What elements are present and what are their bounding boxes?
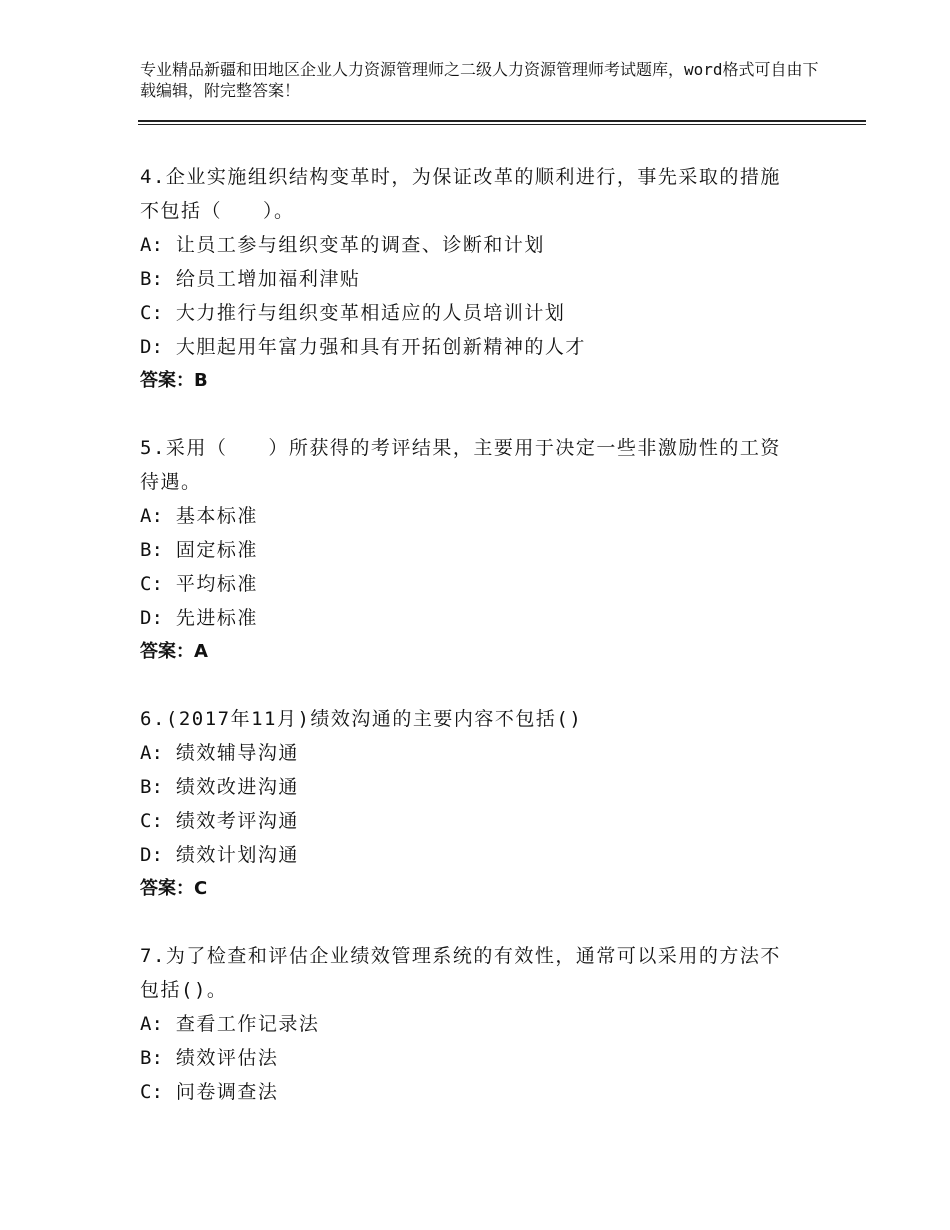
option-label: A: xyxy=(140,234,163,256)
option-text: 绩效考评沟通 xyxy=(175,810,299,832)
option-label: C: xyxy=(140,302,163,324)
question-stem: 4.企业实施组织结构变革时，为保证改革的顺利进行，事先采取的措施不包括（ ）。 xyxy=(140,166,781,222)
option-text: 基本标准 xyxy=(175,505,258,527)
option-label: C: xyxy=(140,1081,163,1103)
question-stem: 5.采用（ ）所获得的考评结果，主要用于决定一些非激励性的工资待遇。 xyxy=(140,437,781,493)
question-stem: 7.为了检查和评估企业绩效管理系统的有效性，通常可以采用的方法不包括()。 xyxy=(140,945,781,1001)
answer-line: 答案：A xyxy=(140,641,208,662)
option-text: 大力推行与组织变革相适应的人员培训计划 xyxy=(175,302,566,324)
option-d xyxy=(140,601,800,635)
option-d xyxy=(140,838,800,872)
option-d xyxy=(140,330,800,364)
option-label: B: xyxy=(140,1047,163,1069)
question-4 xyxy=(140,160,800,398)
question-7 xyxy=(140,939,800,1109)
option-label: D: xyxy=(140,607,163,629)
option-text: 平均标准 xyxy=(175,573,258,595)
question-6 xyxy=(140,702,800,906)
option-b xyxy=(140,1041,800,1075)
option-text: 问卷调查法 xyxy=(175,1081,279,1103)
option-a xyxy=(140,499,800,533)
option-label: D: xyxy=(140,336,163,358)
header-rule-thin xyxy=(138,124,866,125)
option-c xyxy=(140,296,800,330)
option-c xyxy=(140,804,800,838)
option-b xyxy=(140,770,800,804)
option-label: B: xyxy=(140,776,163,798)
option-a xyxy=(140,228,800,262)
option-text: 给员工增加福利津贴 xyxy=(175,268,361,290)
question-list xyxy=(140,160,800,1142)
option-text: 绩效评估法 xyxy=(175,1047,279,1069)
option-text: 先进标准 xyxy=(175,607,258,629)
option-label: A: xyxy=(140,505,163,527)
option-text: 固定标准 xyxy=(175,539,258,561)
header-rule-thick xyxy=(138,120,866,122)
option-text: 大胆起用年富力强和具有开拓创新精神的人才 xyxy=(175,336,586,358)
option-label: A: xyxy=(140,742,163,764)
option-text: 绩效改进沟通 xyxy=(175,776,299,798)
option-b xyxy=(140,262,800,296)
option-label: B: xyxy=(140,268,163,290)
option-a xyxy=(140,1007,800,1041)
option-c xyxy=(140,1075,800,1109)
option-label: C: xyxy=(140,573,163,595)
answer-line: 答案：B xyxy=(140,370,208,391)
option-c xyxy=(140,567,800,601)
option-text: 绩效计划沟通 xyxy=(175,844,299,866)
document-header: 专业精品新疆和田地区企业人力资源管理师之二级人力资源管理师考试题库，word格式可自由下载编辑，附完整答案！ xyxy=(140,60,819,100)
option-b xyxy=(140,533,800,567)
question-5 xyxy=(140,431,800,669)
option-label: A: xyxy=(140,1013,163,1035)
option-text: 让员工参与组织变革的调查、诊断和计划 xyxy=(175,234,545,256)
option-label: D: xyxy=(140,844,163,866)
option-text: 查看工作记录法 xyxy=(175,1013,320,1035)
question-stem: 6.(2017年11月)绩效沟通的主要内容不包括() xyxy=(140,708,583,730)
option-a xyxy=(140,736,800,770)
option-label: B: xyxy=(140,539,163,561)
option-label: C: xyxy=(140,810,163,832)
answer-line: 答案：C xyxy=(140,878,208,899)
option-text: 绩效辅导沟通 xyxy=(175,742,299,764)
